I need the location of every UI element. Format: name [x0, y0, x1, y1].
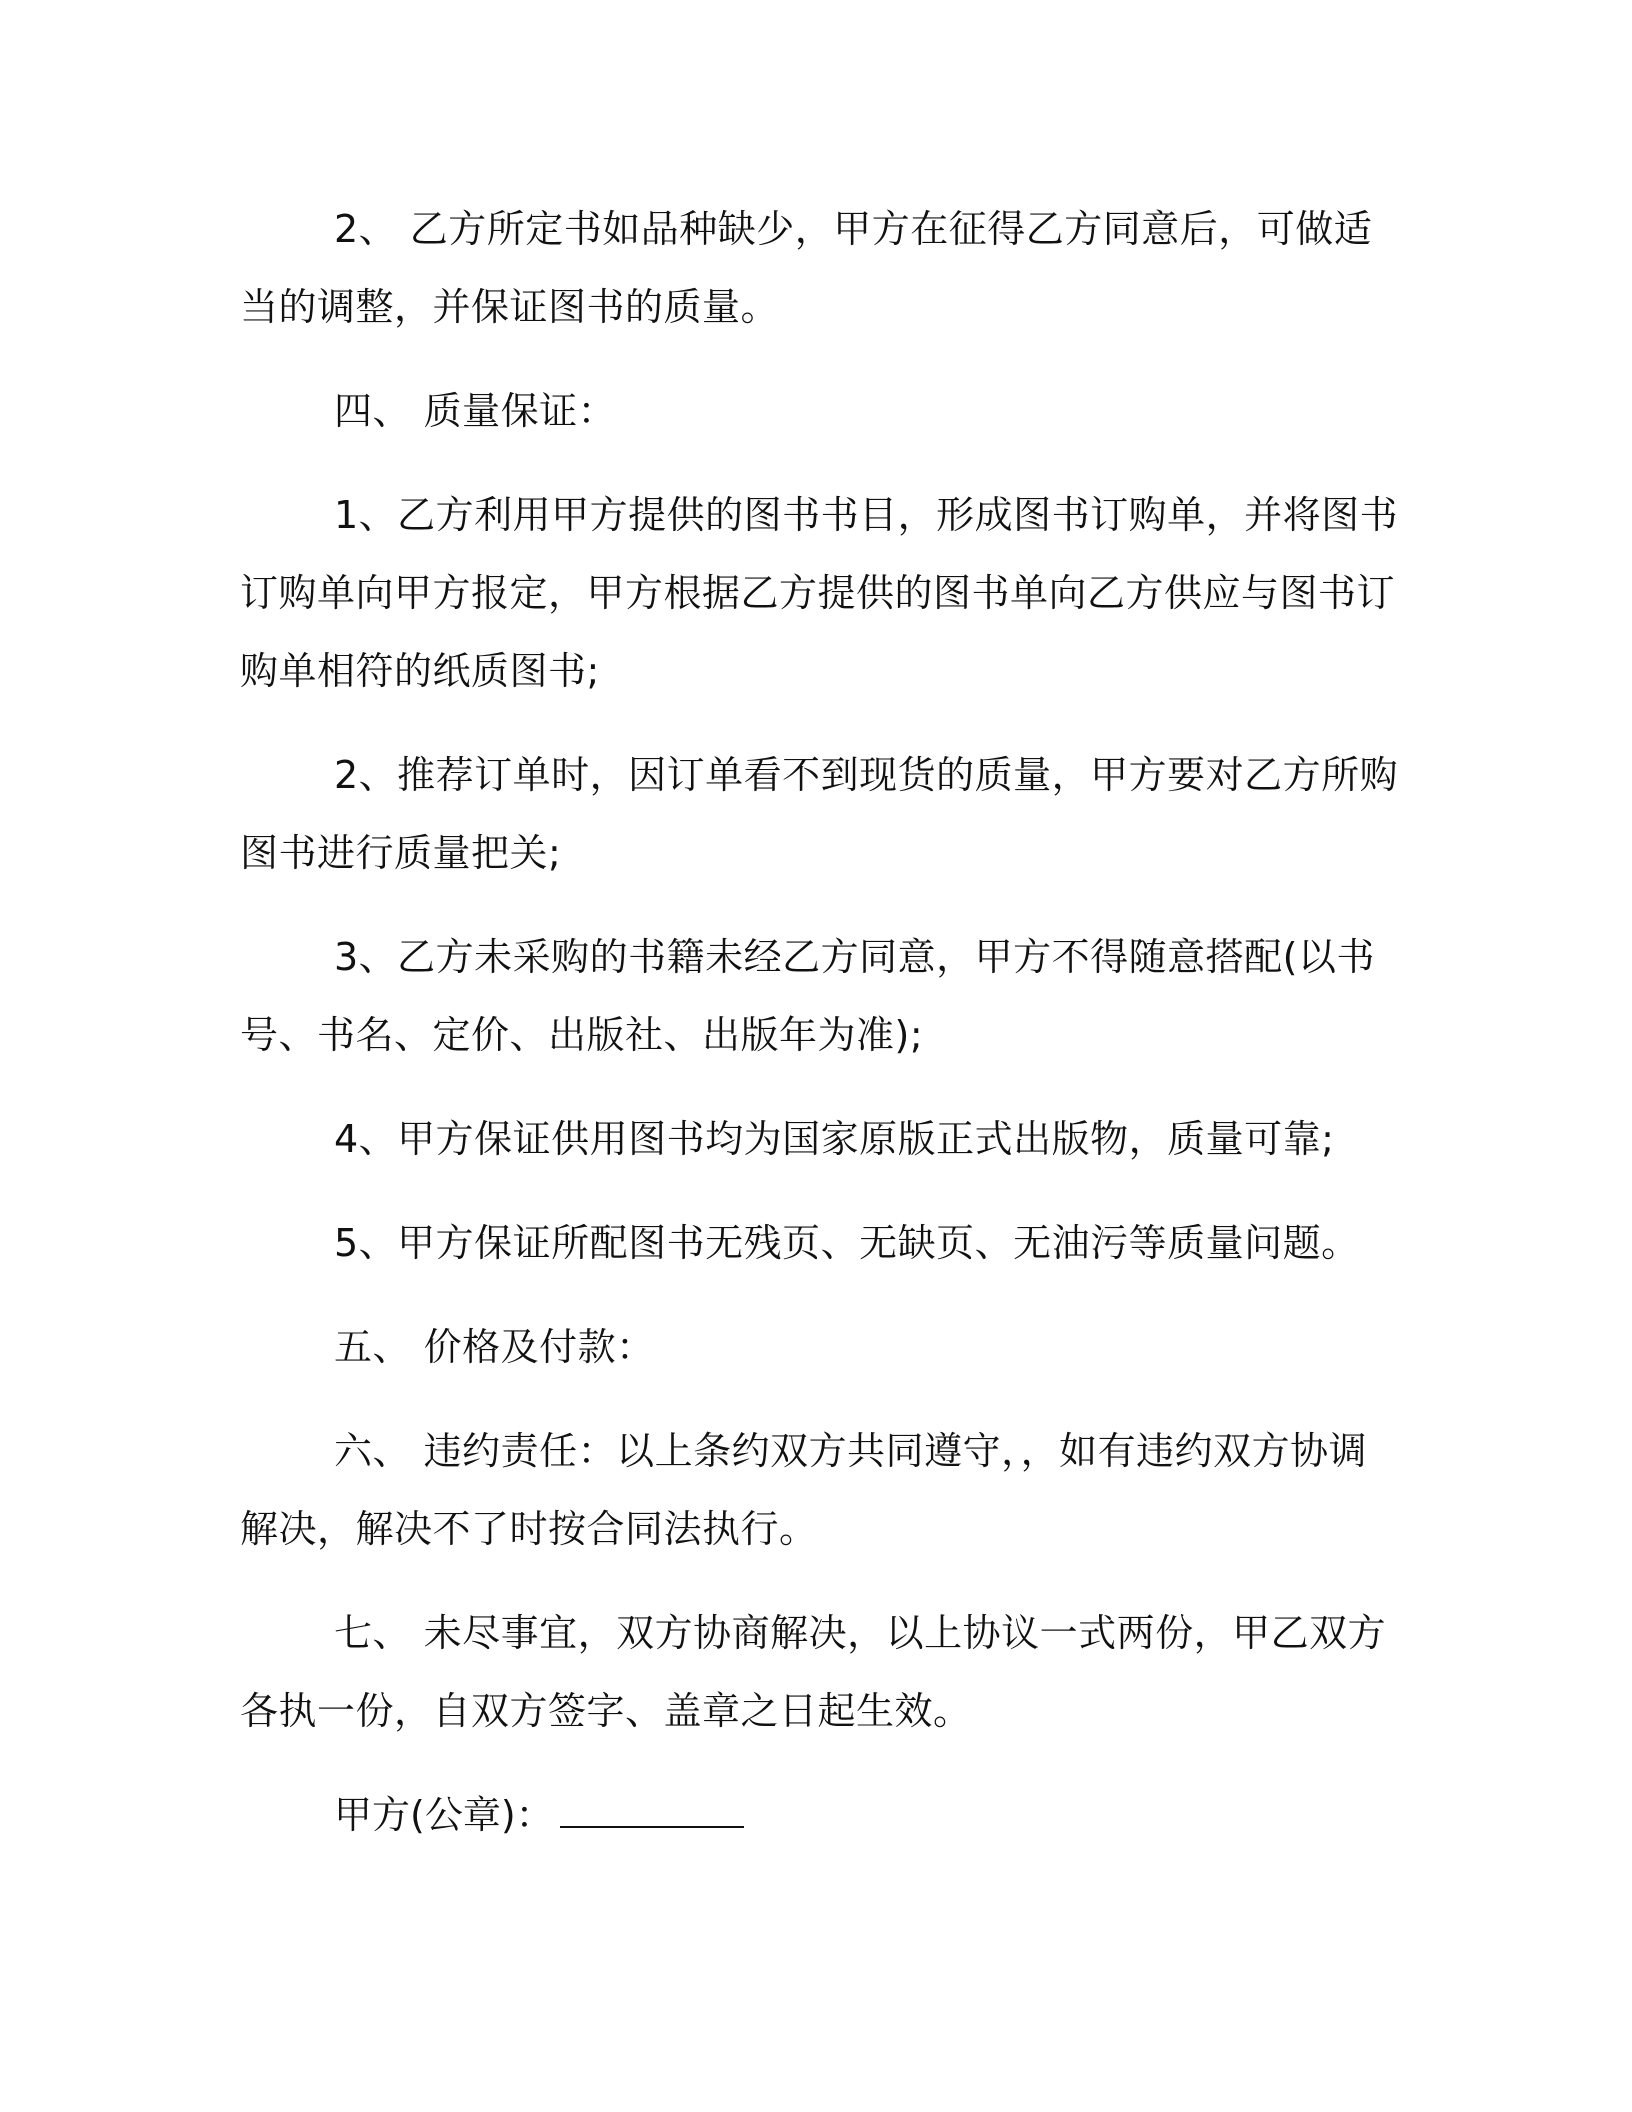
paragraph-quality-1: 1、乙方利用甲方提供的图书书目，形成图书订购单，并将图书订购单向甲方报定，甲方根据乙方提供的图书单向乙方供应与图书订购单相符的纸质图书; — [240, 493, 1399, 693]
paragraph-quality-4: 4、甲方保证供用图书均为国家原版正式出版物，质量可靠; — [334, 1117, 1335, 1161]
paragraph-quality-3: 3、乙方未采购的书籍未经乙方同意，甲方不得随意搭配(以书号、书名、定价、出版社、出版年为准); — [240, 935, 1376, 1057]
signature-line-party-a — [240, 1776, 1400, 1854]
paragraph-miscellaneous: 七、 未尽事宜，双方协商解决，以上协议一式两份，甲乙双方各执一份，自双方签字、盖章之日起生效。 — [240, 1611, 1387, 1733]
signature-blank — [560, 1796, 744, 1828]
paragraph-quality-2: 2、推荐订单时，因订单看不到现货的质量，甲方要对乙方所购图书进行质量把关; — [240, 753, 1399, 875]
signature-label: 甲方(公章)： — [334, 1793, 554, 1837]
section-heading-quality: 四、 质量保证： — [334, 389, 617, 433]
paragraph-quality-5: 5、甲方保证所配图书无残页、无缺页、无油污等质量问题。 — [334, 1221, 1360, 1265]
paragraph-clause-2-adjustment: 2、 乙方所定书如品种缺少，甲方在征得乙方同意后，可做适当的调整，并保证图书的质量。 — [240, 207, 1373, 329]
paragraph-liability: 六、 违约责任：以上条约双方共同遵守，，如有违约双方协调解决，解决不了时按合同法执行。 — [240, 1429, 1368, 1551]
document-body — [240, 190, 1400, 1854]
section-heading-price: 五、 价格及付款： — [334, 1325, 655, 1369]
